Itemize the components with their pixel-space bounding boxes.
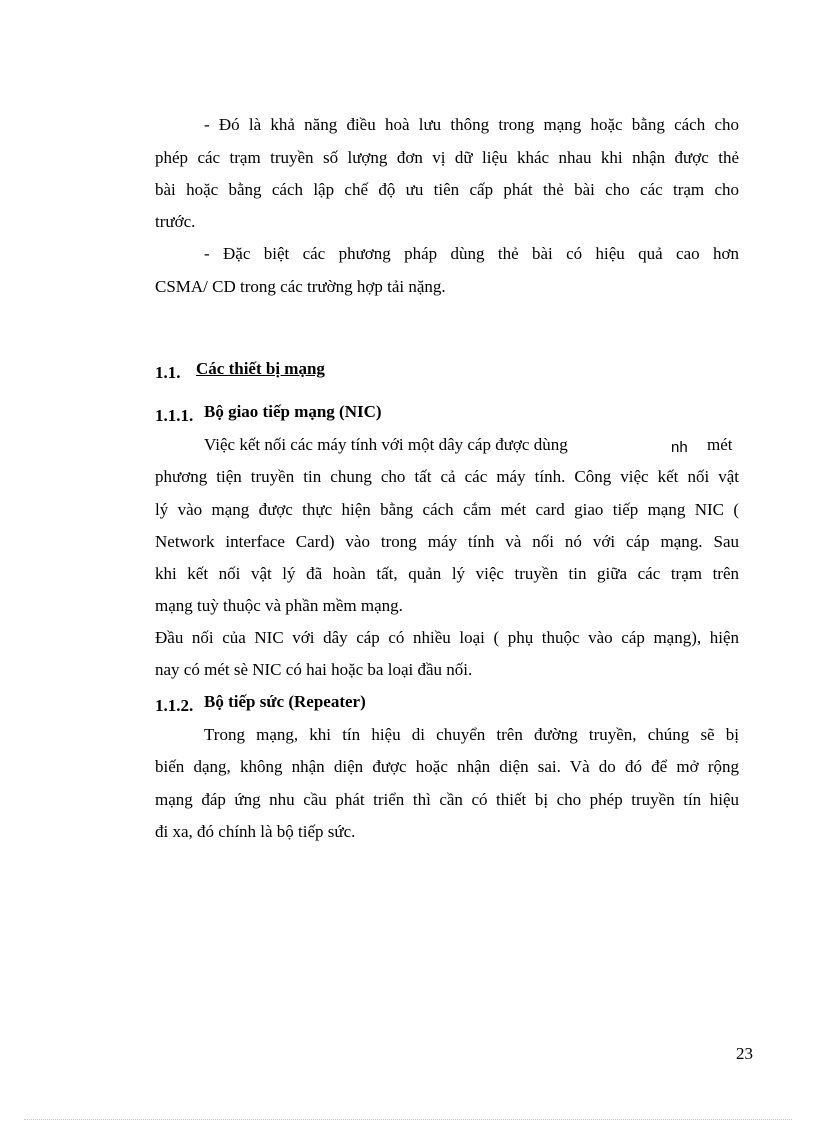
paragraph-line: Network interface Card) vào trong máy tính và nối nó với cáp mạng. Sau <box>155 532 739 551</box>
stray-text: nh <box>671 439 688 456</box>
paragraph-line: phép các trạm truyền số lượng đơn vị dữ liệu khác nhau khi nhận được thẻ <box>155 148 739 167</box>
paragraph-line: mét <box>707 435 733 454</box>
paragraph-line: lý vào mạng được thực hiện bằng cách cắm mét card giao tiếp mạng NIC ( <box>155 500 739 519</box>
paragraph-line: nay có mét sè NIC có hai hoặc ba loại đầu nối. <box>155 660 473 679</box>
page-bottom-divider <box>24 1119 792 1120</box>
paragraph-line: - Đó là khả năng điều hoà lưu thông trong mạng hoặc bằng cách cho <box>204 115 739 134</box>
subsection-title: Bộ giao tiếp mạng (NIC) <box>204 402 382 421</box>
paragraph-line: biến dạng, không nhận diện được hoặc nhận diện sai. Và do đó để mở rộng <box>155 757 739 776</box>
paragraph-line: bài hoặc bằng cách lập chế độ ưu tiên cấp phát thẻ bài cho các trạm cho <box>155 180 739 199</box>
subsection-title: Bộ tiếp sức (Repeater) <box>204 692 366 711</box>
paragraph-line: mạng tuỳ thuộc và phần mềm mạng. <box>155 596 403 615</box>
paragraph-line: - Đặc biệt các phương pháp dùng thẻ bài có hiệu quả cao hơn <box>204 244 739 263</box>
subsection-number: 1.1.1. <box>155 406 194 425</box>
paragraph-line: CSMA/ CD trong các trường hợp tải nặng. <box>155 277 446 296</box>
paragraph-line: trước. <box>155 212 196 231</box>
subsection-number: 1.1.2. <box>155 696 194 715</box>
section-number: 1.1. <box>155 363 181 382</box>
paragraph-line: phương tiện truyền tin chung cho tất cả các máy tính. Công việc kết nối vật <box>155 467 739 486</box>
paragraph-line: mạng đáp ứng nhu cầu phát triển thì cần có thiết bị cho phép truyền tín hiệu <box>155 790 739 809</box>
paragraph-line: khi kết nối vật lý đã hoàn tất, quản lý việc truyền tin giữa các trạm trên <box>155 564 739 583</box>
page-number: 23 <box>736 1044 753 1063</box>
paragraph-line: Đầu nối của NIC với dây cáp có nhiều loại ( phụ thuộc vào cáp mạng), hiện <box>155 628 739 647</box>
paragraph-line: Việc kết nối các máy tính với một dây cáp được dùng <box>204 435 568 454</box>
paragraph-line: Trong mạng, khi tín hiệu di chuyển trên đường truyền, chúng sẽ bị <box>204 725 739 744</box>
section-title: Các thiết bị mạng <box>196 359 325 378</box>
paragraph-line: đi xa, đó chính là bộ tiếp sức. <box>155 822 356 841</box>
